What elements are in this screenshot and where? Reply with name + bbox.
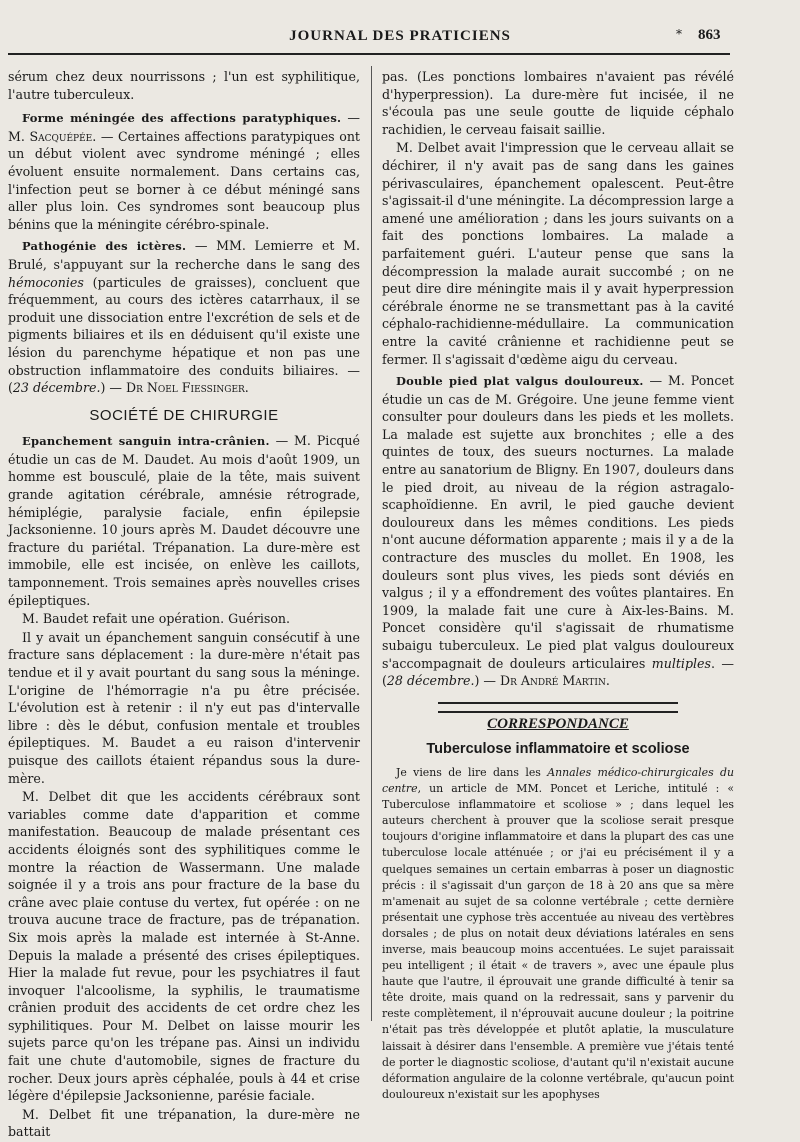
paragraph: pas. (Les ponctions lombaires n'avaient pas révélé d'hyperpression). La dure-mère fut incisée, il ne s'écoula pas une seule goutte de liquide céphalo rachidien, le cerveau faisait saillie. xyxy=(382,69,734,137)
paragraph-text: — MM. Lemierre et M. Brulé, s'appuyant sur la recherche dans le sang des xyxy=(8,238,360,272)
column-separator xyxy=(371,66,372,1021)
header-mark: * xyxy=(676,27,682,41)
paragraph: M. Delbet avait l'impression que le cerveau allait se déchirer, il n'y avait pas de sang dans les gaines périvasculaires, épanchement opalescent. Peut-être s'agissait-il d'une méningite. La décompression large a amené une amélioration ; dans les jours suivants on a fait des ponctions lombaires. La malade a parfaitement guéri. L'auteur pense que sans la décompression la malade aurait succombé ; on ne peut dire dire méningite mais il y avait hyperpression cérébrale énorme ne se transmettant pas à la cavité céphalo-rachidienne-médullaire. La communication entre la cavité crânienne et rachidienne peut se fermer. Il s'agissait d'œdème aigu du cerveau. xyxy=(382,140,734,367)
run-in-heading: Pathogénie des ictères. xyxy=(22,239,187,254)
journal-name: Annales médico-chirurgicales du centre xyxy=(382,765,734,796)
run-in-heading: Epanchement sanguin intra-crânien. xyxy=(22,434,270,449)
article-body xyxy=(382,765,734,1103)
section-divider xyxy=(438,702,678,713)
paragraph-text: — M. Poncet étudie un cas de M. Grégoire. Une jeune femme vient consulter pour douleurs dans les pieds et les mollets. La malade est sujette aux bronchites ; elle a des quintes de toux, des sueurs nocturnes. La malade entre au sanatorium de Bligny. En 1907, douleurs dans le pied droit, au niveau de la région astragalo-scaphoïdienne. En avril, le pied gauche devient douloureux dans les mêmes conditions. Les pieds n'ont aucune déformation apparente ; mais il y a de la contracture des muscles du mollet. En 1908, les douleurs sont plus vives, les pieds sont déviés en valgus ; il y a effondrement des voûtes plantaires. En 1909, la malade fait une cure à Aix-les-Bains. M. Poncet considère qu'il s'agissait de rhumatisme subaigu tuberculeux. Le pied plat valgus douloureux s'accompagnait de douleurs articulaires xyxy=(382,373,734,671)
paragraph-text: — M. Picqué étudie un cas de M. Daudet. Au mois d'août 1909, un homme est bousculé, plaie de la tête, mais suivent grande agitation cérébrale, amnésie rétrograde, hémiplégie, paralysie faciale, enfin épilepsie Jacksonienne. 10 jours après M. Daudet découvre une fracture du pariétal. Trépanation. La dure-mère est immobile, elle est incisée, on enlève les caillots, tamponnement. Trois semaines après nouvelles crises épileptiques. xyxy=(8,433,360,608)
paragraph-text: . — ( xyxy=(382,655,735,689)
paragraph-text: (particules de graisses), concluent que fréquemment, au cours des ictères catarrhaux, il se produit une dissociation entre l'excrétion de sels et de pigments biliaires et ils en déduisent qu'il existe une lésion du parenchyme hépatique et non pas une obstruction inflammatoire des conduits biliaires. — ( xyxy=(8,274,360,396)
paragraph-paratyphiques xyxy=(8,109,360,233)
page-number: 863 xyxy=(698,27,721,43)
left-column xyxy=(8,68,360,1142)
date: 23 décembre. xyxy=(12,380,101,396)
paragraph-epanchement xyxy=(8,432,360,609)
section-heading: SOCIÉTÉ DE CHIRURGIE xyxy=(89,406,279,424)
author-name: M. Sacquépée. xyxy=(8,128,97,144)
paragraph-text: , un article de MM. Poncet et Leriche, intitulé : « Tuberculose inflammatoire et scoliose » ; dans lequel les auteurs cherchent à prouver que la scoliose serait presque toujours d'origine inflammatoire et dans la plupart des cas une tuberculose locale atténuée ; or j'ai eu précisément il y a quelques semaines un certain embarras à poser un diagnostic précis : il s'agissait d'un garçon de 18 à 20 ans que sa mère m'amenait au sujet de sa colonne vertébrale ; cette dernière présentait une cyphose très accentuée au niveau des vertèbres dorsales ; de plus on notait deux déviations latérales en sens inverse, mais beaucoup moins accentuées. Le sujet paraissait peu intelligent ; il était « de travers », avec une épaule plus haute que l'autre, il éprouvait une grande difficulté à tenir sa tête droite, mais quand on la redressait, sans y parvenir du reste complètement, il n'éprouvait aucune douleur ; la poitrine n'était pas très développée et plutôt aplatie, la musculature laissait à désirer dans l'ensemble. A première vue j'étais tenté de porter le diagnostic scoliose, d'autant qu'il n'existait aucune déformation angulaire de la colonne vertébrale, qu'aucun point douloureux n'existait sur les apophyses xyxy=(382,782,734,1101)
paragraph-text: — Certaines affections paratypiques ont un début violent avec syndrome méningé ; elles évoluent ensuite normalement. Dans certains cas, l'infection peut se borner à ce début méningé sans aller plus loin. Ces syndromes sont beaucoup plus bénins que la méningite cérébro-spinale. xyxy=(8,128,360,232)
paragraph: M. Delbet fit une trépanation, la dure-mère ne battait xyxy=(8,1106,360,1140)
paragraph: Il y avait un épanchement sanguin consécutif à une fracture sans déplacement : la dure-mère n'était pas tendue et il y avait pourtant du sang sous la méninge. L'origine de l'hémorragie n'a pu être précisée. L'évolution est à retenir : il n'y eut pas d'intervalle libre : dès le début, confusion mentale et troubles épileptiques. M. Baudet a eu raison d'intervenir puisque des caillots étaient répandus sous la dure-mère. xyxy=(8,629,360,786)
paragraph-icteres xyxy=(8,237,360,396)
journal-title: JOURNAL DES PRATICIENS xyxy=(289,28,511,44)
paragraph: M. Delbet dit que les accidents cérébraux sont variables comme date d'apparition et comme manifestation. Beaucoup de malade présentant ces accidents éloignés sont des syphilitiques comme le montre la réaction de Wassermann. Une malade soignée il y a trois ans pour fracture de la base du crâne avec plaie contuse du vertex, fut opérée : on ne trouva aucune trace de fracture, pas de trépanation. Six mois après la malade est internée à St-Anne. Depuis la malade a présenté des crises épileptiques. Hier la malade fut revue, pour les psychiatres il faut invoquer l'alcoolisme, la syphilis, le traumatisme crânien produit des accidents de cet ordre chez les syphilitiques. Pour M. Delbet on laisse mourir les sujets parce qu'on les trépane pas. Ainsi un individu fait une chute d'automobile, signes de fracture du rocher. Deux jours après céphalée, pouls à 44 et crise légère d'épilepsie Jacksonienne, parésie faciale. xyxy=(8,789,360,1104)
italic-term: multiples xyxy=(651,655,711,671)
paragraph: sérum chez deux nourrissons ; l'un est syphilitique, l'autre tuberculeux. xyxy=(8,69,360,102)
date: 28 décembre. xyxy=(386,673,475,689)
signature: ) — Dr Noel Fiessinger. xyxy=(100,380,249,396)
dash: — xyxy=(341,110,360,126)
section-heading: CORRESPONDANCE xyxy=(487,715,629,732)
paragraph: M. Baudet refait une opération. Guérison. xyxy=(22,611,291,627)
right-column xyxy=(382,68,734,1104)
article-title: Tuberculose inflammatoire et scoliose xyxy=(426,741,690,758)
run-in-heading: Double pied plat valgus douloureux. xyxy=(396,374,644,389)
paragraph-text: Je viens de lire dans les xyxy=(396,765,548,779)
paragraph-pied-plat xyxy=(382,372,734,690)
header-rule xyxy=(8,53,730,55)
signature: ) — Dr André Martin. xyxy=(474,673,610,689)
italic-term: hémoconies xyxy=(8,274,84,290)
run-in-heading: Forme méningée des affections paratyphiques. xyxy=(22,111,342,126)
page-header xyxy=(0,0,800,56)
